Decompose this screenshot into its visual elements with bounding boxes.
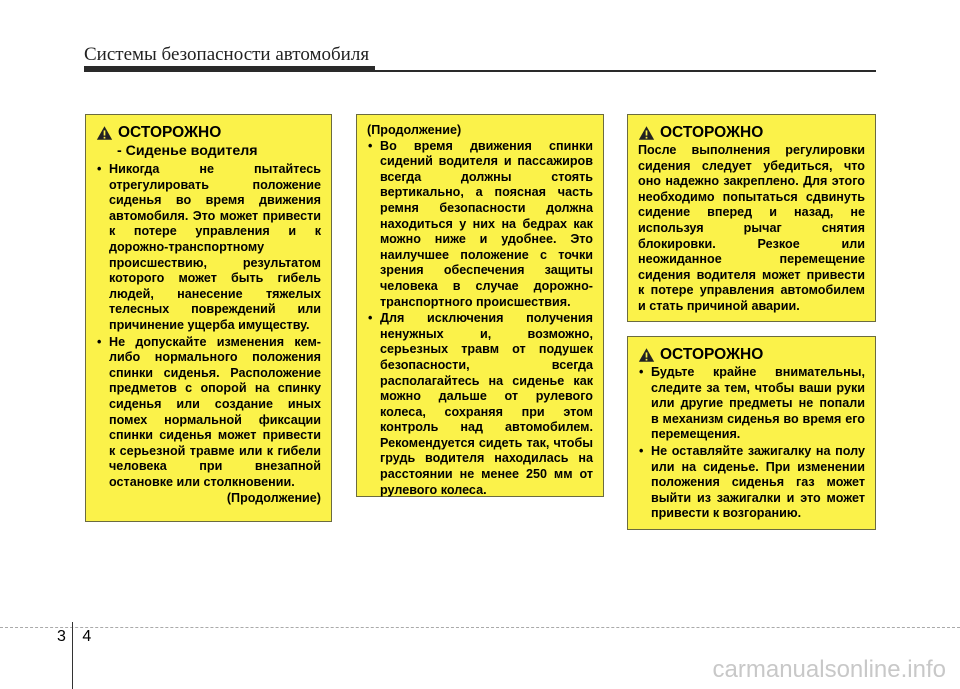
- bullet-icon: •: [368, 138, 373, 153]
- warning-heading: [638, 123, 865, 142]
- list-item: • Не оставляйте зажигалку на полу или на сиденье. При изменении положения сиденья газ может выйти из зажигалки и это может привести к возгоранию.: [639, 443, 865, 521]
- warning-box-hands-lighter: [627, 336, 876, 530]
- warning-list: [96, 162, 321, 490]
- list-item: • Никогда не пытайтесь отрегулировать положение сиденья во время движения автомобиля. Это может привести к потере управления и к дорожно-транспортному происшествию, результатом которого может быть гибель людей, нанесение тяжелых телесных повреждений или причинение ущерба имуществу.: [97, 162, 321, 332]
- list-item: • Будьте крайне внимательны, следите за тем, чтобы ваши руки или другие предметы не попали в механизм сиденья во время его перемещения.: [639, 365, 865, 442]
- warning-triangle-icon: [638, 125, 655, 141]
- warning-heading: [638, 345, 865, 364]
- list-item: • Для исключения получения ненужных и, возможно, серьезных травм от подушек безопасности, всегда располагайтесь на сиденье как можно дальше от рулевого колеса, сохраняя при этом контроль над автомобилем. Рекомендуется сидеть так, чтобы грудь водителя находилась на расстоянии не менее 250 мм от рулевого колеса.: [368, 311, 593, 497]
- list-item: • Не допускайте изменения кем-либо нормального положения спинки сиденья. Расположение предметов с опорой на спинку сиденья или создание иных помех нормальной фиксации спинки сиденья может привести к серьезной травме или к гибели человека при внезапной остановке или столкновении.: [97, 334, 321, 489]
- header-rule-thin: [84, 70, 876, 72]
- warning-box-continued: [356, 114, 604, 497]
- list-item: • Во время движения спинки сидений водителя и пассажиров всегда должны стоять вертикально, а поясная часть ремня безопасности должна находиться у них на бедрах как можно ниже и удобнее. Это наилучшее положение с точки зрения обеспечения защиты человека в случае дорожно-транспортного происшествия.: [368, 138, 593, 309]
- continued-label: (Продолжение): [226, 491, 321, 506]
- warning-title: ОСТОРОЖНО: [660, 124, 764, 141]
- bullet-icon: •: [639, 365, 644, 379]
- warning-heading: [96, 123, 321, 142]
- warning-subtitle: - Сиденье водителя: [117, 143, 258, 159]
- bullet-icon: •: [639, 443, 644, 458]
- warning-triangle-icon: [638, 347, 655, 363]
- warning-box-seat-lock: [627, 114, 876, 322]
- warning-box-driver-seat: [85, 114, 332, 522]
- warning-list: [638, 365, 865, 522]
- page-number: 3 4: [57, 628, 98, 645]
- page-header-title: Системы безопасности автомобиля: [84, 44, 370, 65]
- bullet-icon: •: [368, 311, 373, 326]
- warning-title: ОСТОРОЖНО: [660, 346, 764, 363]
- footer-dashed-rule: [0, 627, 960, 628]
- watermark: carmanualsonline.info: [712, 656, 946, 683]
- warning-title: ОСТОРОЖНО: [118, 124, 222, 141]
- warning-list: [367, 139, 593, 499]
- continuation-label: (Продолжение): [367, 123, 462, 137]
- warning-text: После выполнения регулировки сидения следует убедиться, что оно надежно закреплено. Для этого необходимо попытаться сдвинуть сидение вперед и назад, не используя рычаг снятия блокировки. Резкое или неожиданное перемещение сидения водителя может привести к потере управления автомобилем и стать причиной аварии.: [638, 143, 865, 313]
- warning-triangle-icon: [96, 125, 113, 141]
- bullet-icon: •: [97, 162, 102, 176]
- bullet-icon: •: [97, 334, 102, 349]
